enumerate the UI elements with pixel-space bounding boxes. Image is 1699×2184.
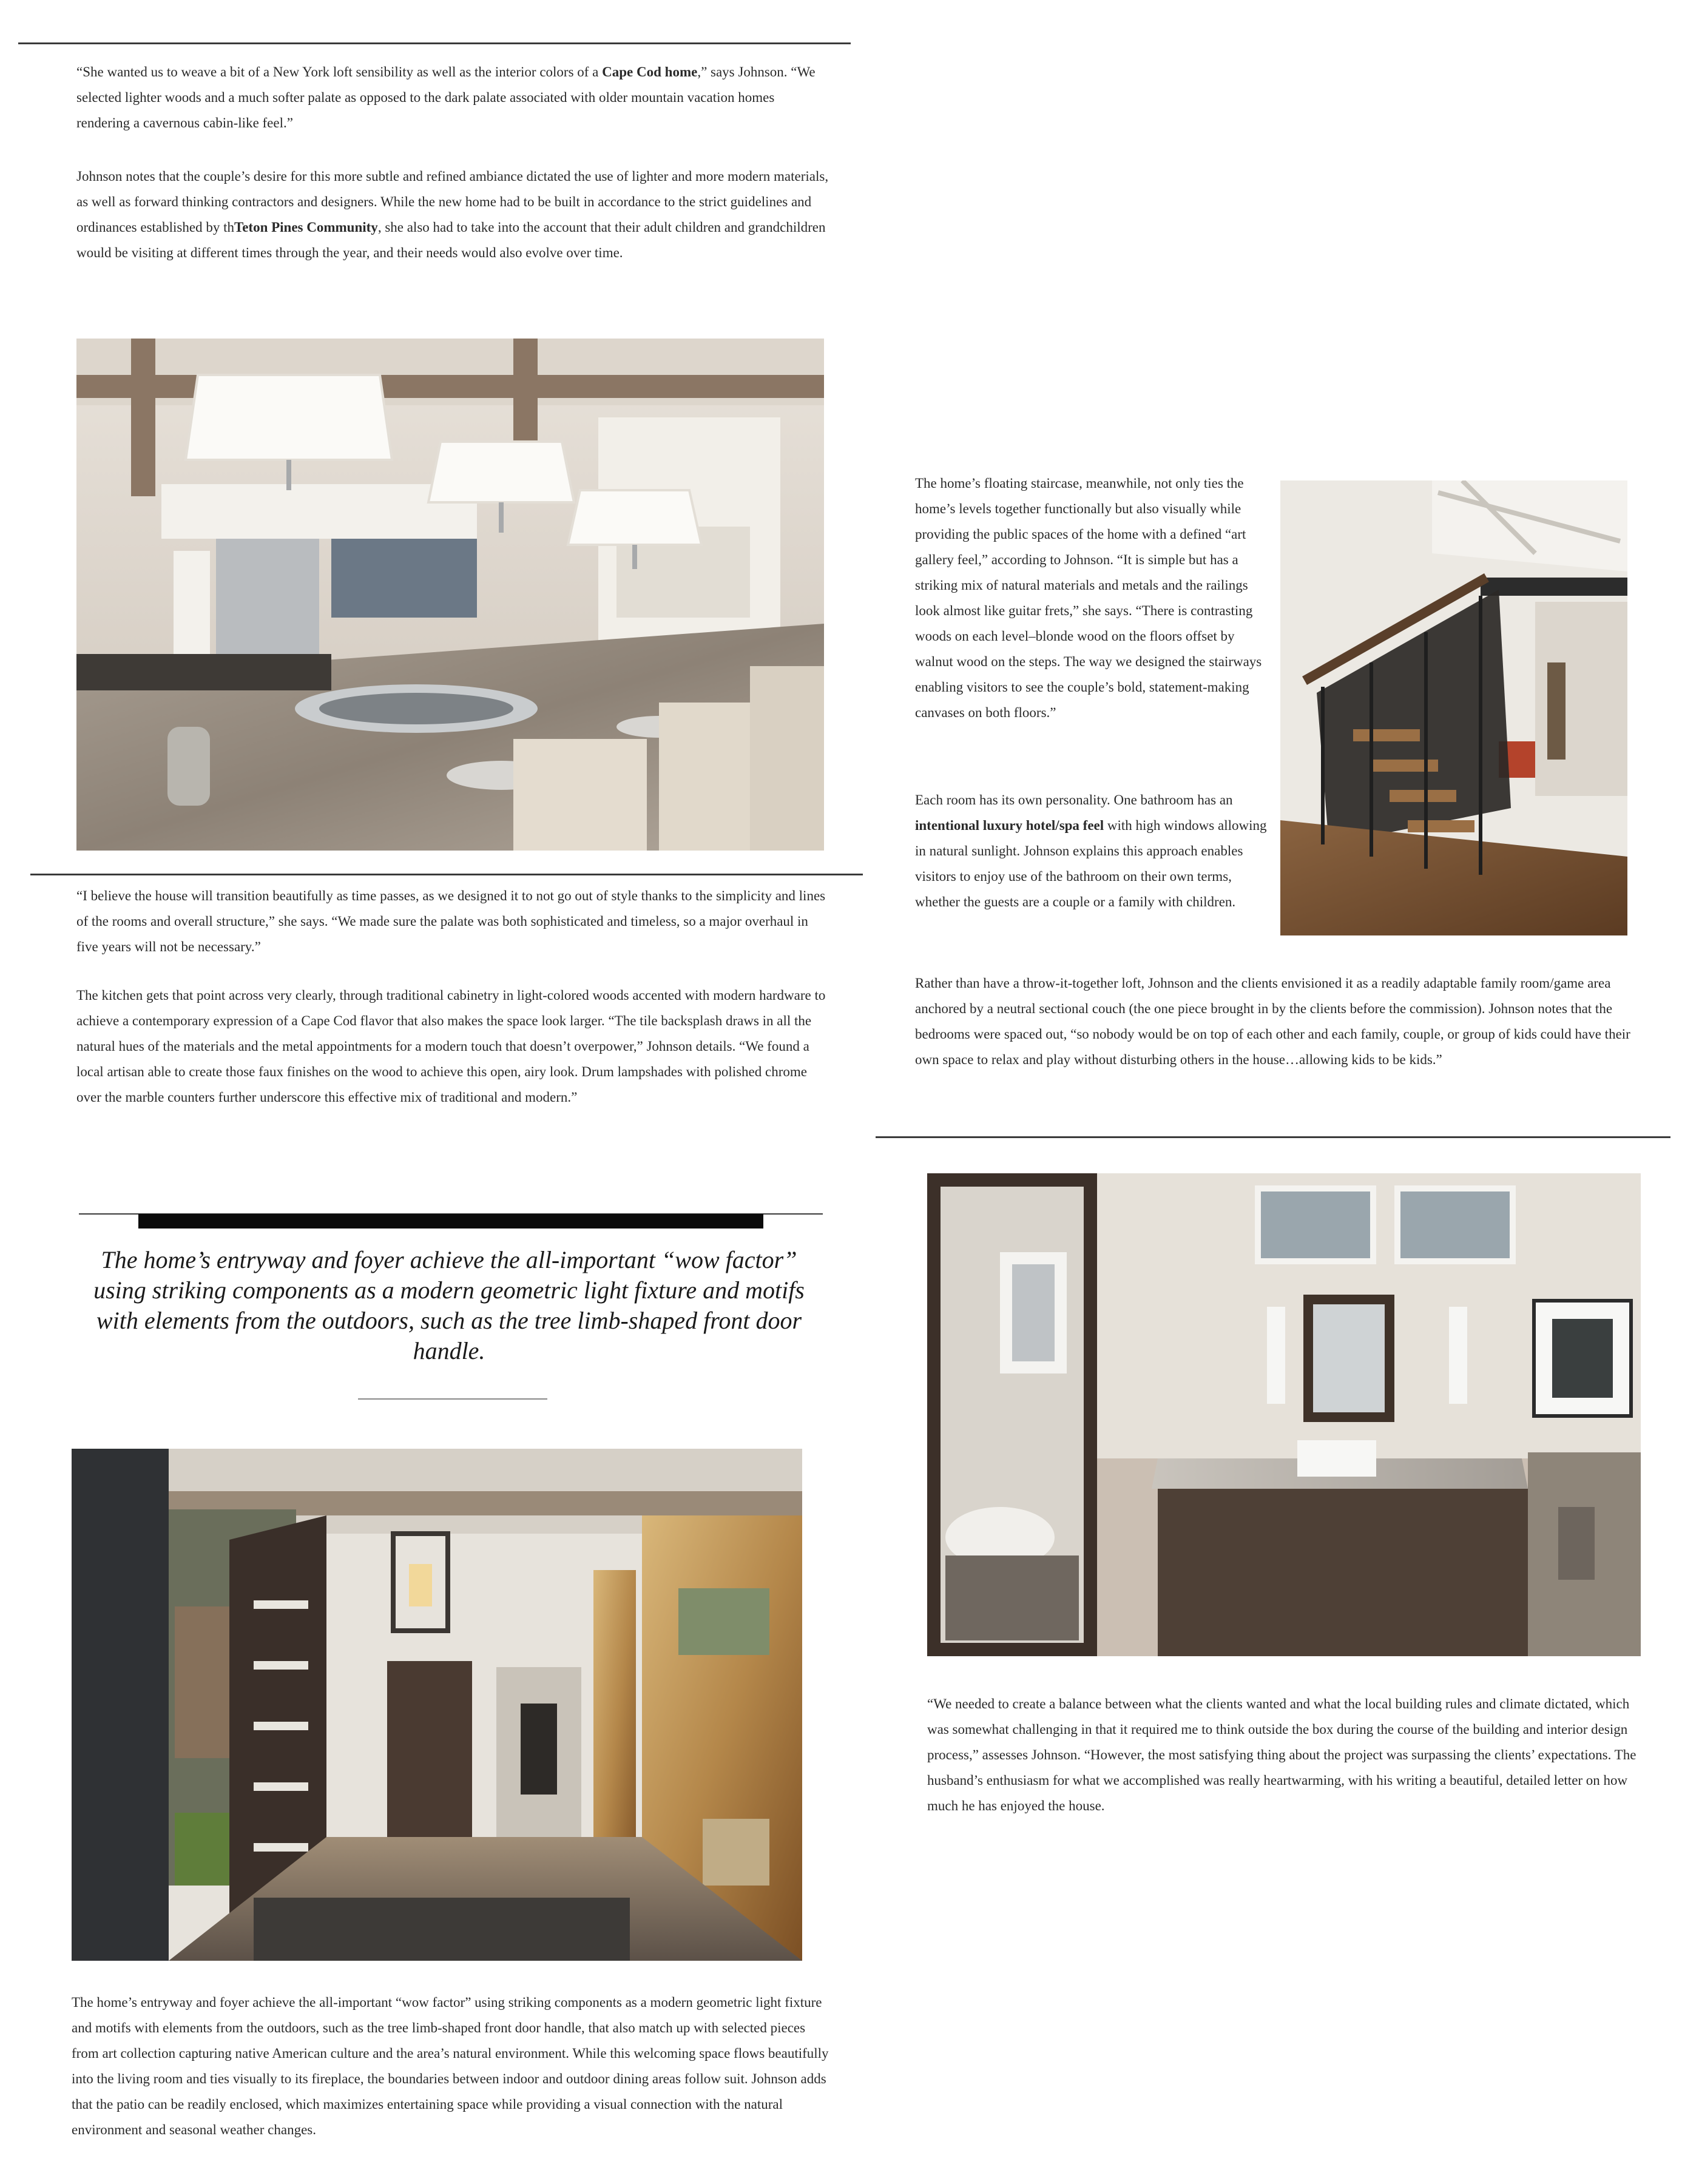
closing-quote-paragraph: “We needed to create a balance between what the clients wanted and what the local building rules and climate dictated, which was somewhat challenging in that it required me to think outside the box during the course of the building and interior design process,” assesses Johnson. “However, the most satisfying thing about the project was surpassing the clients’ expectations. The husband’s enthusiasm for what we accomplished was really heartwarming, with his writing a beautiful, detailed letter on how much he has enjoyed the house.: [927, 1696, 1637, 1813]
pull-quote: The home’s entryway and foyer achieve the all-important “wow factor” using striking components as a modern geometric light fixture and motifs with elements from the outdoors, such as the tree limb-shaped front door handle.: [93, 1246, 805, 1364]
entryway-paragraph: The home’s entryway and foyer achieve the all-important “wow factor” using striking components as a modern geometric light fixture and motifs with elements from the outdoors, such as the tree limb-shaped front door handle, that also match up with selected pieces from art collection capturing native American culture and the area’s natural environment. While this welcoming space flows beautifully into the living room and ties visually to its fireplace, the boundaries between indoor and outdoor dining areas follow suit. Johnson adds that the patio can be readily enclosed, which maximizes entertaining space while providing a visual connection with the natural environment and seasonal weather changes.: [72, 1995, 829, 2137]
mid-left-divider: [30, 874, 863, 875]
luxury-hotel-highlight: intentional luxury hotel/spa feel: [915, 818, 1104, 833]
teton-pines-highlight: Teton Pines Community: [234, 220, 378, 235]
kitchen-paragraph: The kitchen gets that point across very clearly, through traditional cabinetry in light-colored woods accented with modern hardware to achieve a contemporary expression of a Cape Cod flavor that also makes the space look larger. “The tile backsplash draws in all the natural hues of the materials and the metal appointments for a modern touch that doesn’t overpower,” Johnson details. “We found a local artisan able to create those faux finishes on the wood to achieve this open, airy look. Drum lampshades with polished chrome over the marble counters further underscore this effective mix of traditional and modern.”: [76, 988, 826, 1105]
bathroom-photo: [927, 1173, 1641, 1656]
pull-quote-bottom-rule: [358, 1398, 547, 1400]
pull-quote-bar: [138, 1214, 763, 1228]
cape-cod-home-highlight: Cape Cod home: [602, 64, 698, 79]
kitchen-photo: [76, 339, 824, 851]
staircase-paragraph: The home’s floating staircase, meanwhile, not only ties the home’s levels together functionally but also visually while providing the public spaces of the home with a defined “art gallery feel,” according to Johnson. “It is simple but has a striking mix of natural materials and metals and the railings look almost like guitar frets,” she says. “There is contrasting woods on each level–blonde wood on the floors offset by walnut wood on the steps. The way we designed the stairways enabling visitors to see the couple’s bold, statement-making canvases on both floors.”: [915, 476, 1262, 720]
ambiance-paragraph: Johnson notes that the couple’s desire for this more subtle and refined ambiance dictated the use of lighter and more modern materials, as well as forward thinking contractors and designers. While the new home had to be built in accordance to the strict guidelines and ordinances established by thTeton Pines Community, she also had to take into the account that their adult children and grandchildren would be visiting at different times through the year, and their needs would also evolve over time.: [76, 169, 829, 260]
staircase-photo: [1280, 480, 1627, 935]
mid-right-divider: [876, 1136, 1670, 1138]
bathroom-paragraph: Each room has its own personality. One bathroom has an intentional luxury hotel/spa feel with high windows allowing in natural sunlight. Johnson explains this approach enables visitors to enjoy use of the bathroom on their own terms, whether the guests are a couple or a family with children.: [915, 792, 1267, 909]
intro-paragraph: “She wanted us to weave a bit of a New York loft sensibility as well as the interior colors of a Cape Cod home,” says Johnson. “We selected lighter woods and a much softer palate as opposed to the dark palate associated with older mountain vacation homes rendering a cavernous cabin-like feel.”: [76, 64, 816, 130]
entryway-photo: [72, 1449, 802, 1961]
loft-paragraph: Rather than have a throw-it-together loft, Johnson and the clients envisioned it as a readily adaptable family room/game area anchored by a neutral sectional couch (the one piece brought in by the clients before the commission). Johnson notes that the bedrooms were spaced out, “so nobody would be on top of each other and each family, couple, or group of kids could have their own space to relax and play without disturbing others in the house…allowing kids to be kids.”: [915, 976, 1630, 1067]
timeless-paragraph: “I believe the house will transition beautifully as time passes, as we designed it to not go out of style thanks to the simplicity and lines of the rooms and overall structure,” she says. “We made sure the palate was both sophisticated and timeless, so a major overhaul in five years will not be necessary.”: [76, 888, 826, 954]
top-divider: [18, 42, 851, 44]
